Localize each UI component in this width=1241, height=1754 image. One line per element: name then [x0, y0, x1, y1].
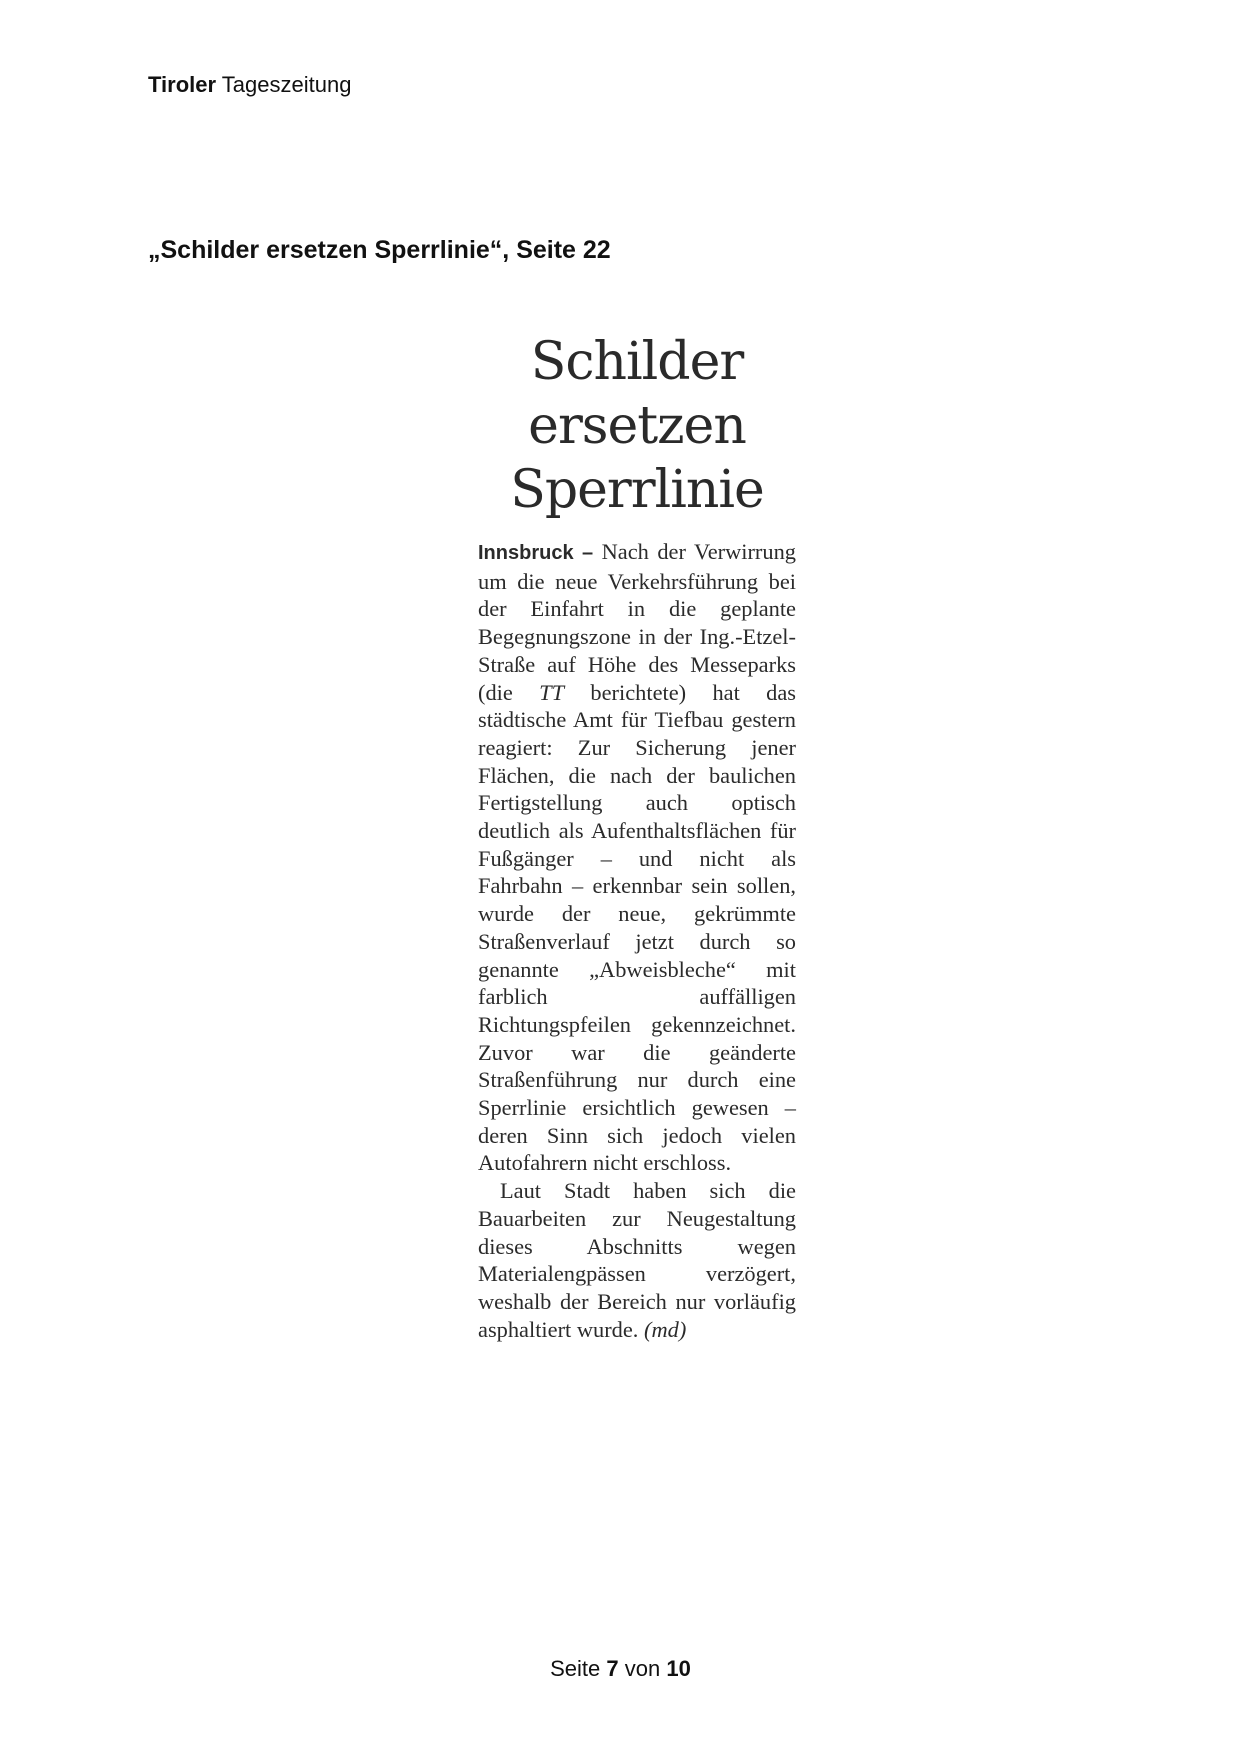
- headline-line: Schilder: [530, 332, 744, 392]
- article-paragraph: [478, 538, 796, 1177]
- article-clipping: [478, 330, 796, 1343]
- headline-line: Sperrlinie: [510, 460, 764, 520]
- paragraph-text: Nach der Verwirrung um die neue Verkehrsführung bei der Einfahrt in die geplante Begegnungszone in der Ing.-Etzel-Straße auf Höhe des Messeparks (die: [478, 539, 796, 705]
- article-paragraph: [478, 1177, 796, 1343]
- page-separator: von: [624, 1656, 661, 1681]
- publication-name-bold: Tiroler: [148, 72, 217, 97]
- page-number-footer: [0, 1656, 1241, 1682]
- page-label: Seite: [550, 1656, 601, 1681]
- paragraph-text: Laut Stadt haben sich die Bauarbeiten zur Neugestaltung dieses Abschnitts wegen Materialengpässen verzögert, weshalb der Bereich nur vorläufig asphaltiert wurde.: [478, 1178, 796, 1342]
- publication-abbreviation: TT: [539, 679, 565, 705]
- publication-masthead: [148, 72, 351, 98]
- article-headline: [478, 330, 796, 522]
- article-body: [478, 538, 796, 1343]
- publication-name-rest: Tageszeitung: [221, 72, 352, 97]
- document-title: „Schilder ersetzen Sperrlinie“, Seite 22: [148, 236, 611, 264]
- current-page-number: 7: [606, 1656, 619, 1681]
- article-dateline: Innsbruck –: [478, 542, 594, 564]
- paragraph-text: berichtete) hat das städtische Amt für Tiefbau gestern reagiert: Zur Sicherung jener Flächen, die nach der baulichen Fertigstellung auch optisch deutlich als Aufenthaltsflächen für Fußgänger – und nicht als Fahrbahn – erkennbar sein sollen, wurde der neue, gekrümmte Straßenverlauf jetzt durch so genannte „Abweisbleche“ mit farblich auffälligen Richtungspfeilen gekennzeichnet. Zuvor war die geänderte Straßenführung nur durch eine Sperrlinie ersichtlich gewesen – deren Sinn sich jedoch vielen Autofahrern nicht erschloss.: [478, 679, 796, 1176]
- headline-line: ersetzen: [528, 396, 746, 456]
- total-pages-number: 10: [666, 1656, 691, 1681]
- author-initials: (md): [644, 1316, 687, 1342]
